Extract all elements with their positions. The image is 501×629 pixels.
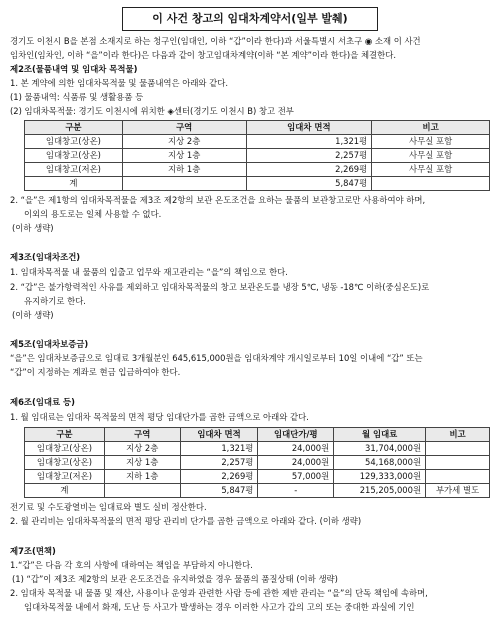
table-cell: 5,847평 [246,177,372,191]
article-6-after-line-1: 전기료 및 수도광열비는 임대료와 별도 실비 정산한다. [10,502,207,512]
column-header: 임대차 면적 [246,121,372,135]
column-header: 구역 [104,428,180,442]
column-header: 월 임대료 [334,428,426,442]
table-cell: 지하 1층 [122,163,246,177]
table-header-row [25,428,490,442]
table-cell [372,177,490,191]
column-header: 구역 [122,121,246,135]
article-5-heading: 제5조(임대차보증금) [10,339,89,349]
table-cell [426,470,490,484]
table-cell: 사무실 포함 [372,135,490,149]
column-header: 임대차 면적 [180,428,258,442]
article-7-line-3: 2. 임대차 목적물 내 물품 및 재산, 사용이나 운영과 관련한 사람 등에 관한 제반 관리는 “을”의 단독 책임에 속하며, [10,588,428,598]
article-2-line-1: 1. 본 계약에 의한 임대차목적물 및 물품내역은 아래와 같다. [10,78,229,88]
table-row [25,442,490,456]
article-2-after-line-2: 이외의 용도로는 일체 사용할 수 없다. [24,209,162,219]
article-3-heading: 제3조(임대차조건) [10,252,81,262]
table-cell: 2,269평 [180,470,258,484]
table-cell: 2,269평 [246,163,372,177]
article-5-line-1: “을”은 임대차보증금으로 임대료 3개월분인 645,615,000원을 임대차계약 개시일로부터 10일 이내에 “갑” 또는 [10,353,423,363]
table-cell: 지상 1층 [104,456,180,470]
article-2-after-line-3: (이하 생략) [12,223,54,233]
table-cell: 1,321평 [246,135,372,149]
table-cell: 지상 2층 [122,135,246,149]
table-cell: - [258,484,334,498]
table-cell: 임대창고(저온) [25,470,105,484]
intro-line-1: 경기도 이천시 B을 본점 소재지로 하는 청구인(임대인, 이하 “갑”이라 한다)과 서울특별시 서초구 ◉ 소재 이 사건 [10,36,421,46]
column-header: 비고 [426,428,490,442]
table-total-row [25,484,490,498]
article-6-heading: 제6조(임대료 등) [10,397,75,407]
table-cell: 임대창고(상온) [25,442,105,456]
table-cell [426,442,490,456]
article-7-line-1: 1.“갑”은 다음 각 호의 사항에 대하여는 책임을 부담하지 아니한다. [10,560,253,570]
column-header: 비고 [372,121,490,135]
table-header-row [25,121,490,135]
table-cell: 2,257평 [180,456,258,470]
article-7-line-4: 임대차목적물 내에서 화재, 도난 등 사고가 발생하는 경우 이러한 사고가 갑의 고의 또는 중대한 과실에 기인 [24,602,415,612]
article-3-line-4: (이하 생략) [12,310,54,320]
table-cell: 임대창고(상온) [25,149,123,163]
article-2-line-3: (2) 임대차목적물: 경기도 이천시에 위치한 ◈센터(경기도 이천시 B) 창고 전부 [10,106,294,116]
article-3-line-1: 1. 임대차목적물 내 물품의 입출고 업무와 재고관리는 “을”의 책임으로 한다. [10,267,288,277]
article-3-line-2: 2. “갑”은 불가항력적인 사유를 제외하고 임대차목적물의 창고 보관온도를 냉장 5℃, 냉동 -18℃ 이하(중심온도)로 [10,282,430,292]
table-cell: 31,704,000원 [334,442,426,456]
table-cell [426,456,490,470]
table-cell: 계 [25,177,123,191]
column-header: 구분 [25,121,123,135]
table-cell: 2,257평 [246,149,372,163]
table-cell [104,484,180,498]
intro-line-2: 임차인(임차인, 이하 “을”이라 한다)은 다음과 같이 창고임대차계약(이하 “본 계약”이라 한다)을 체결한다. [10,50,396,60]
table-cell: 지하 1층 [104,470,180,484]
table-cell: 지상 1층 [122,149,246,163]
article-7-line-2: (1) “갑”이 제3조 제2항의 보관 온도조건을 유지하였을 경우 물품의 품질상태 (이하 생략) [12,574,338,584]
table-cell: 계 [25,484,105,498]
table-row [25,149,490,163]
table-cell: 215,205,000원 [334,484,426,498]
table-cell [122,177,246,191]
table-total-row [25,177,490,191]
table-cell: 5,847평 [180,484,258,498]
article-2-heading: 제2조(물품내역 및 임대차 목적물) [10,64,138,74]
table-cell: 부가세 별도 [426,484,490,498]
table-cell: 24,000원 [258,442,334,456]
monthly-rent-table [24,427,490,498]
table-cell: 24,000원 [258,456,334,470]
table-cell: 사무실 포함 [372,149,490,163]
article-2-after-line-1: 2. “을”은 제1항의 임대차목적물을 제3조 제2항의 보관 온도조건을 요하는 물품의 보관창고로만 사용하여야 하며, [10,195,426,205]
table-row [25,135,490,149]
table-row [25,163,490,177]
article-2-line-2: (1) 물품내역: 식품류 및 생활용품 등 [10,92,144,102]
table-cell: 사무실 포함 [372,163,490,177]
article-5-line-2: “갑”이 지정하는 계좌로 현금 입금하여야 한다. [10,367,181,377]
article-6-line-1: 1. 월 임대료는 임대차 목적물의 면적 평당 임대단가를 곱한 금액으로 아래와 같다. [10,412,309,422]
article-3-line-3: 유지하기로 한다. [24,296,86,306]
document-title: 이 사건 창고의 임대차계약서(일부 발췌) [122,7,378,31]
column-header: 구분 [25,428,105,442]
table-cell: 129,333,000원 [334,470,426,484]
table-cell: 임대창고(상온) [25,456,105,470]
table-cell: 57,000원 [258,470,334,484]
table-cell: 1,321평 [180,442,258,456]
leased-premises-table [24,120,490,191]
article-7-heading: 제7조(면책) [10,546,56,556]
table-row [25,470,490,484]
column-header: 임대단가/평 [258,428,334,442]
table-cell: 지상 2층 [104,442,180,456]
table-row [25,456,490,470]
table-cell: 임대창고(상온) [25,135,123,149]
article-6-after-line-2: 2. 월 관리비는 임대차목적물의 면적 평당 관리비 단가를 곱한 금액으로 아래와 같다. (이하 생략) [10,516,362,526]
table-cell: 임대창고(저온) [25,163,123,177]
table-cell: 54,168,000원 [334,456,426,470]
